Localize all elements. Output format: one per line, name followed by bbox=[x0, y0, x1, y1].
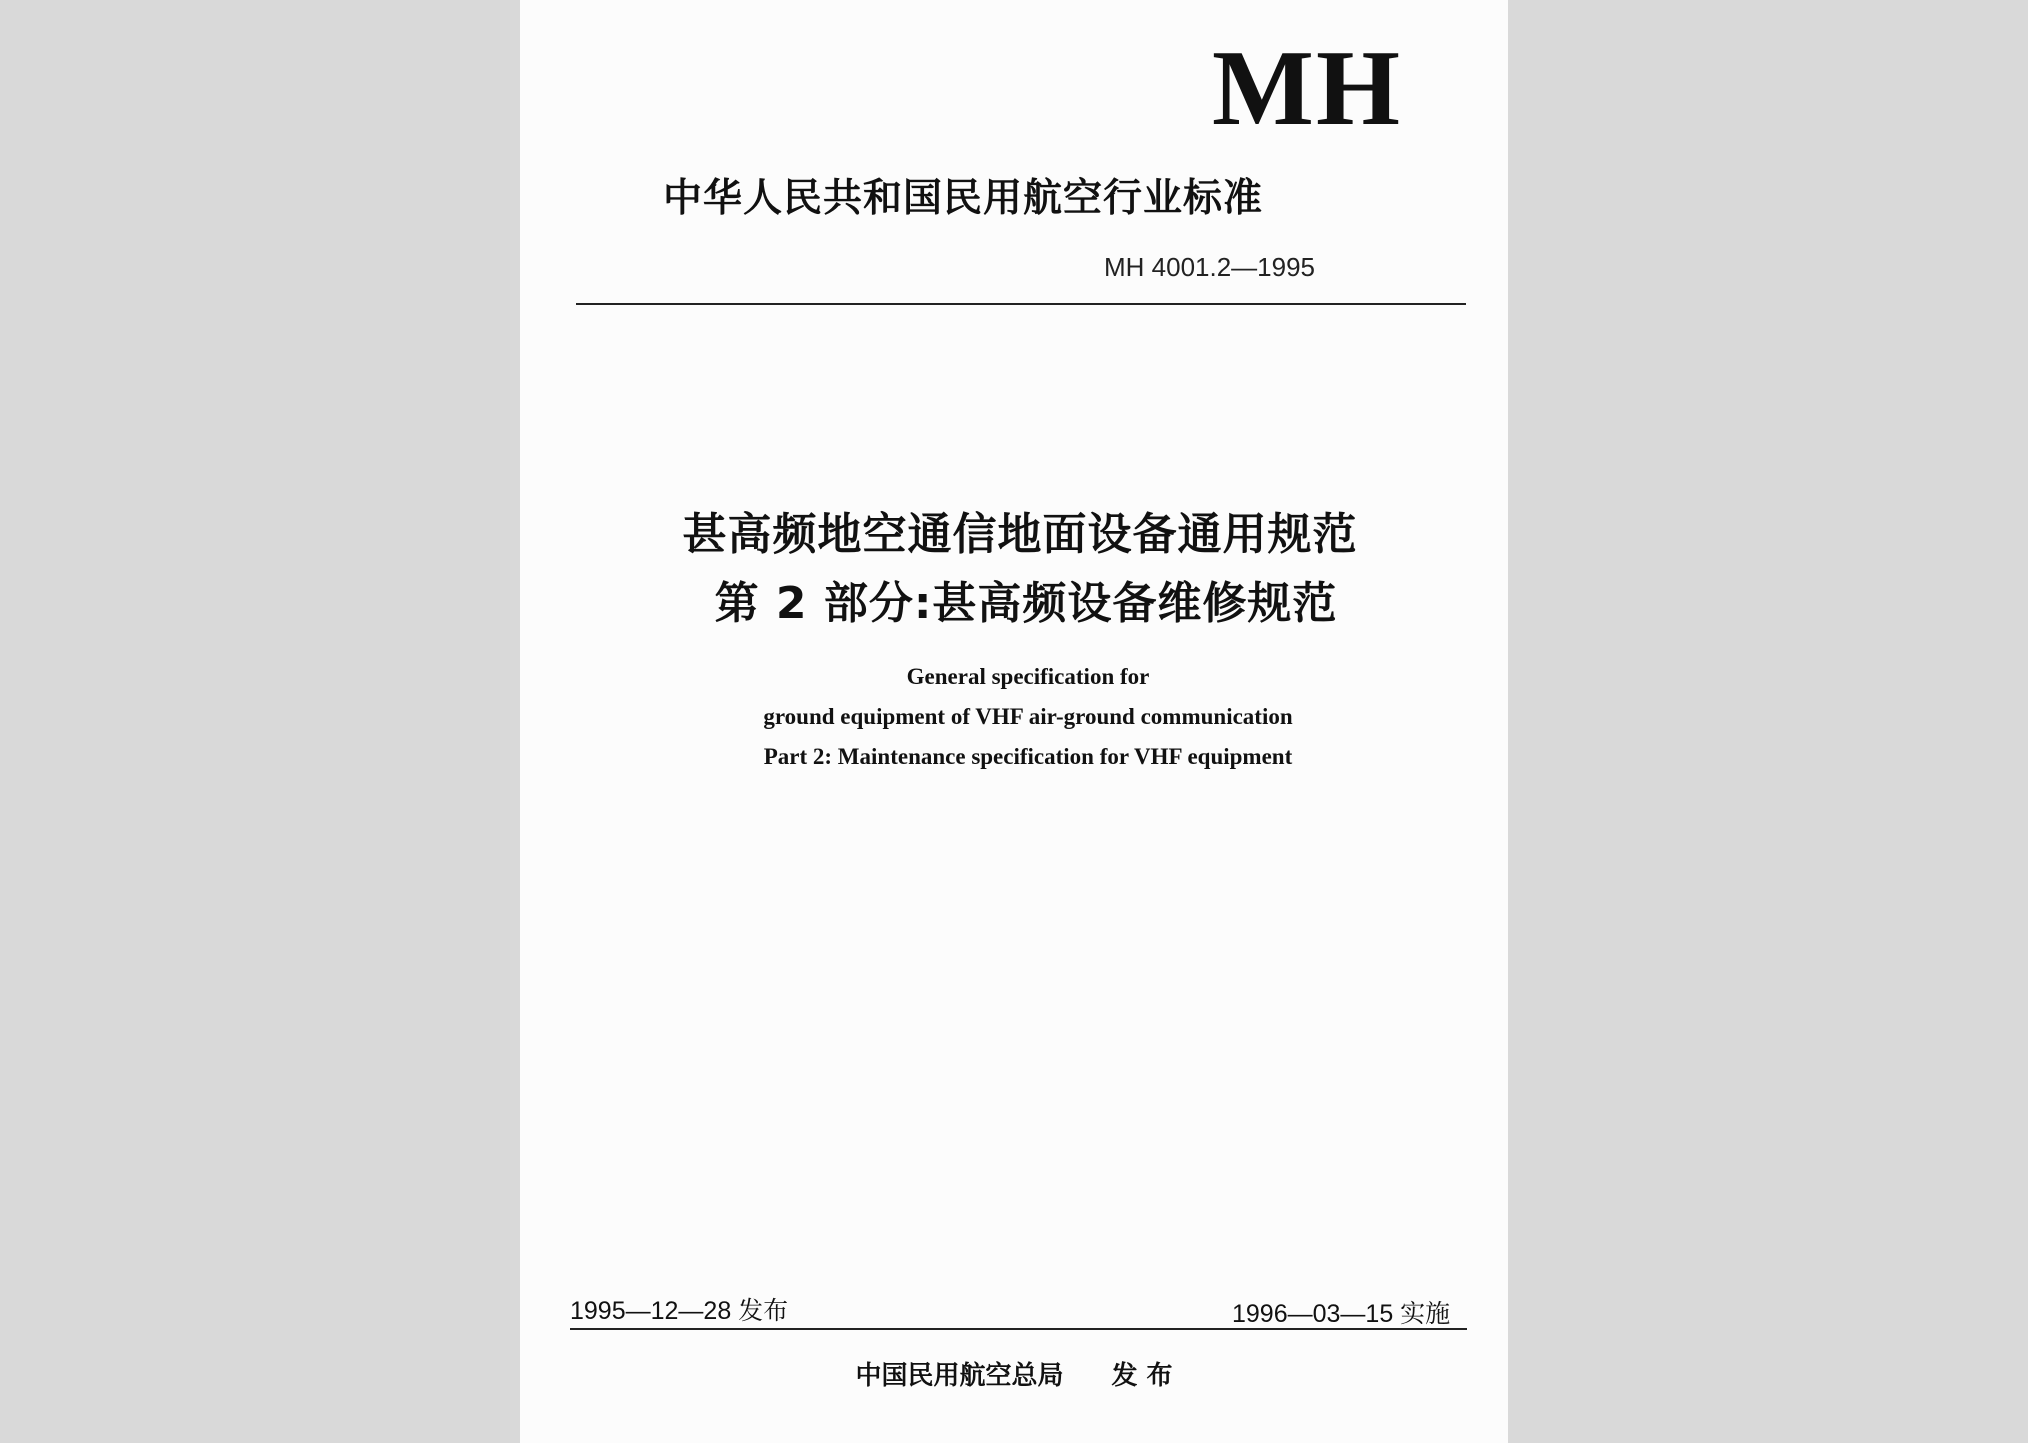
english-title-line-3: Part 2: Maintenance specification for VHF equipment bbox=[763, 744, 1293, 769]
english-title-line-2: ground equipment of VHF air-ground communication bbox=[763, 704, 1293, 729]
footer-divider bbox=[570, 1328, 1467, 1330]
publisher-line bbox=[520, 1355, 1508, 1392]
publisher-organization: 中国民用航空总局 bbox=[855, 1361, 1064, 1391]
document-page bbox=[520, 0, 1508, 1443]
standard-code-logo: MH bbox=[1212, 29, 1402, 148]
publisher-action: 发 布 bbox=[1111, 1361, 1173, 1391]
english-title-line-1: General specification for bbox=[906, 664, 1150, 689]
issue-date: 1995—12—28 发布 bbox=[570, 1297, 789, 1325]
organization-title: 中华人民共和国民用航空行业标准 bbox=[663, 176, 1264, 221]
standard-number: MH 4001.2—1995 bbox=[1104, 252, 1316, 282]
effective-date: 1996—03—15 实施 bbox=[1232, 1300, 1451, 1328]
header-divider bbox=[576, 303, 1466, 305]
chinese-title-line-1: 甚高频地空通信地面设备通用规范 bbox=[682, 509, 1358, 560]
chinese-title-line-2: 第 2 部分:甚高频设备维修规范 bbox=[714, 578, 1338, 629]
